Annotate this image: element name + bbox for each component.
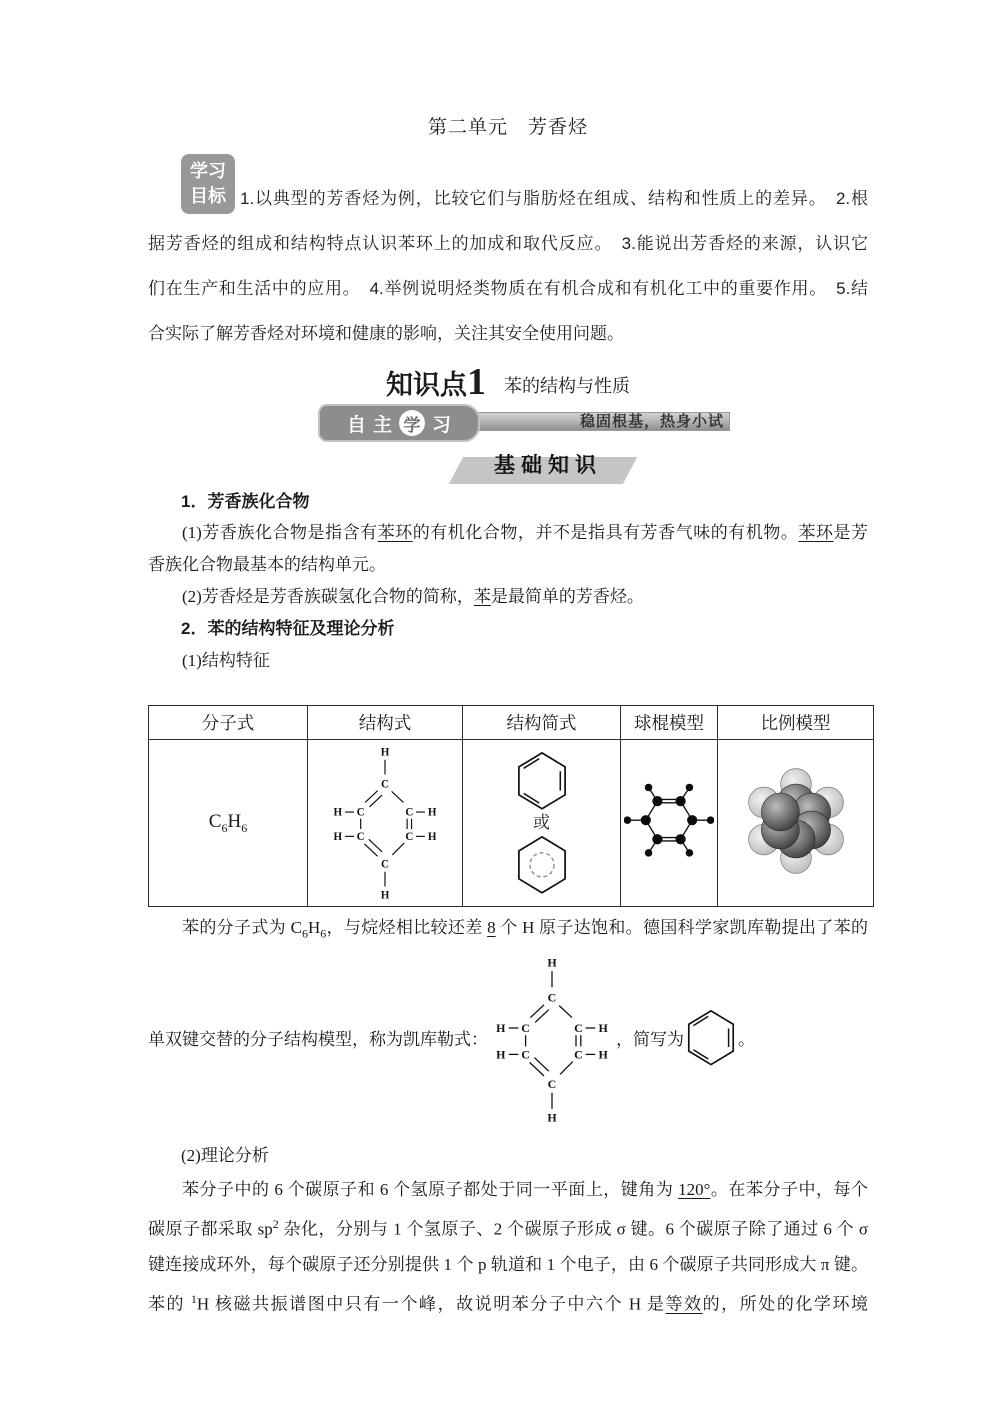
theory-line: 苯分子中的 6 个碳原子和 6 个氢原子都处于同一平面上，键角为 120°。在苯分子中，每个 [182,1180,869,1200]
tab-char: 习 [432,414,452,436]
ball-and-stick-cell [621,740,718,907]
objectives-line: 们在生产和生活中的应用。 4.举例说明烃类物质在有机合成和有机化工中的重要作用。 5.结 [148,279,868,298]
learning-objectives-badge [181,154,235,214]
knowledge-point-header [148,360,868,402]
benzene-space-filling-model-icon [740,765,852,877]
or-label: 或 [533,813,550,832]
column-header: 球棍模型 [621,706,718,740]
kekule-text-end: 。 [738,1029,755,1049]
svg-text:H: H [427,830,437,843]
badge-line-2: 目标 [190,186,226,206]
svg-text:H: H [427,806,437,819]
paragraph-line: 苯的分子式为 $C_6H_6$，与烷烃相比较还差 8 个 H 原子达饱和。德国科学家凯库勒提出了苯的 [182,918,869,941]
tab-char: 主 [372,414,392,436]
basics-header-title: 基础知识 [494,454,602,477]
svg-text:C: C [356,830,365,843]
paragraph-line: 香族化合物最基本的结构单元。 [148,555,386,574]
structural-formula-cell [308,740,463,907]
subsection-2-heading: (2)理论分析 [181,1146,269,1166]
benzene-kekule-structural-formula-icon [326,742,444,900]
kekule-text-before: 单双键交替的分子结构模型，称为凯库勒式： [148,1029,488,1049]
learning-objectives [148,156,868,356]
svg-text:H: H [333,830,343,843]
molecular-formula: $C_6H_6$ [208,810,248,835]
svg-text:C: C [521,1047,530,1062]
table-header-row [149,706,874,740]
svg-text:C: C [381,778,389,791]
section-1-heading: 1．芳香族化合物 [181,492,310,511]
paragraph-line: (1)芳香族化合物是指含有苯环的有机化合物，并不是指具有芳香气味的有机物。苯环是芳 [182,523,869,542]
theory-line: 键连接成环外，每个碳原子还分别提供 1 个 p 轨道和 1 个电子，由 6 个碳原子共同形成大 π 键。 [148,1255,868,1275]
knowledge-point-subtitle: 苯的结构与性质 [504,376,630,396]
space-filling-cell [718,740,874,907]
objectives-line: 据芳香烃的组成和结构特点认识苯环上的加成和取代反应。 3.能说出芳香烃的来源，认识它 [148,234,868,253]
svg-text:H: H [547,1110,557,1123]
subsection-1-heading: (1)结构特征 [182,651,270,670]
objectives-line: 1.以典型的芳香烃为例，比较它们与脂肪烃在组成、结构和性质上的差异。 2.根 [240,189,868,208]
svg-text:H: H [598,1047,608,1062]
svg-text:H: H [496,1020,506,1035]
svg-text:H: H [380,745,390,758]
kekule-text-mid: ，简写为 [616,1029,684,1049]
benzene-hexagon-double-bonds-icon [686,1009,736,1066]
column-header: 结构简式 [463,706,621,740]
svg-text:C: C [547,1076,557,1091]
knowledge-point-label: 知识点 [386,370,467,400]
banner-slogan: 稳固根基，热身小试 [579,413,724,430]
svg-text:C: C [574,1047,583,1062]
svg-text:H: H [496,1047,506,1062]
benzene-structure-table [148,705,874,907]
paragraph-line: (2)芳香烃是芳香族碳氢化合物的简称，苯是最简单的芳香烃。 [182,587,644,606]
svg-text:H: H [547,955,557,970]
column-header: 结构式 [308,706,463,740]
svg-text:C: C [574,1020,583,1035]
theory-line: 碳原子都采取 $sp^2$ 杂化，分别与 1 个氢原子、2 个碳原子形成 σ 键。6 个碳原子除了通过 6 个 σ [148,1217,868,1240]
self-study-tab [318,404,480,442]
tab-char: 自 [346,414,366,436]
svg-text:C: C [381,857,389,870]
svg-text:H: H [380,888,390,900]
section-2-heading: 2．苯的结构特征及理论分析 [181,619,395,638]
page-title: 第二单元 芳香烃 [427,117,588,138]
document-page [148,0,868,1322]
svg-text:C: C [405,806,414,819]
svg-text:H: H [333,806,343,819]
theory-line: 苯的 $^1$H 核磁共振谱图中只有一个峰，故说明苯分子中六个 H 是等效的，所处的化学环境 [148,1292,869,1314]
svg-text:C: C [405,830,414,843]
benzene-hexagon-inscribed-circle-icon [516,835,568,895]
condensed-formula-cell [463,740,621,907]
tab-char: 学 [403,415,421,435]
molecular-formula-cell [149,740,308,907]
benzene-hexagon-double-bonds-icon [516,751,568,811]
objectives-line: 合实际了解芳香烃对环境和健康的影响，关注其安全使用问题。 [148,324,624,343]
tab-circle-badge [399,410,425,436]
column-header: 比例模型 [718,706,874,740]
table-row [149,740,874,907]
badge-line-1: 学习 [190,161,226,181]
kekule-structure-row [148,950,868,1124]
knowledge-point-number: 1 [467,361,486,403]
svg-text:C: C [547,990,557,1005]
svg-text:H: H [598,1020,608,1035]
theory-paragraph [148,1172,868,1321]
svg-text:C: C [521,1020,530,1035]
self-study-banner [318,404,730,440]
svg-text:C: C [356,806,365,819]
basics-header [484,448,612,480]
benzene-kekule-structural-formula-icon [488,952,616,1123]
benzene-ball-and-stick-model-icon [624,782,714,858]
column-header: 分子式 [149,706,308,740]
